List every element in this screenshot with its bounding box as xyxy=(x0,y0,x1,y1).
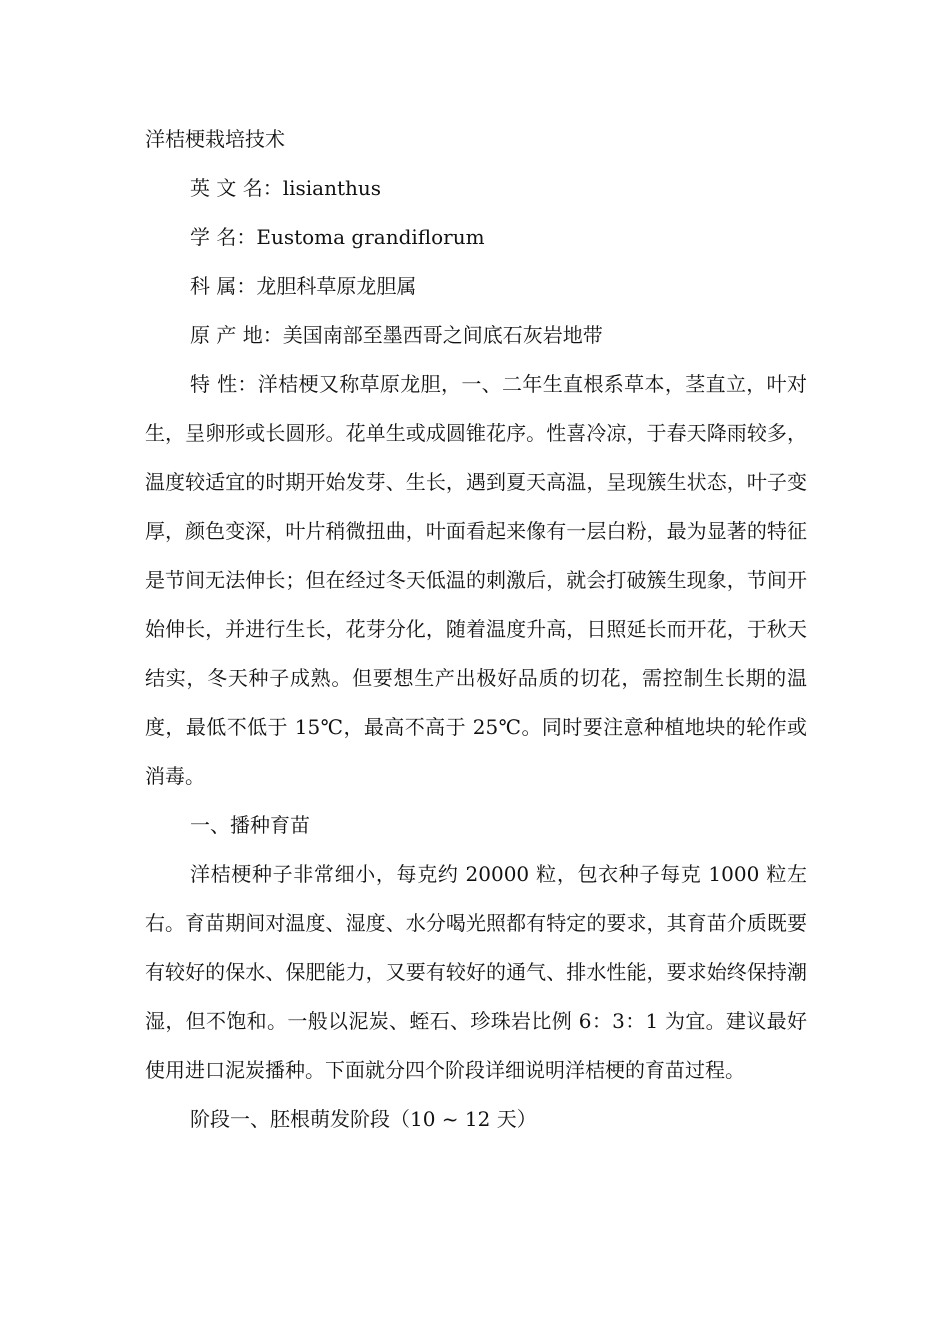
characteristics-paragraph xyxy=(145,360,807,801)
field-value: 美国南部至墨西哥之间底石灰岩地带 xyxy=(282,323,603,347)
field-english-name xyxy=(145,164,807,213)
field-label: 英 文 名： xyxy=(190,176,283,200)
stage-heading-radicle: 阶段一、胚根萌发阶段（10 ~ 12 天） xyxy=(190,1107,537,1131)
field-scientific-name xyxy=(145,213,807,262)
field-origin xyxy=(145,311,807,360)
characteristics-label: 特 性： xyxy=(190,372,258,396)
field-value: Eustoma grandiflorum xyxy=(256,225,485,249)
field-value: 龙胆科草原龙胆属 xyxy=(256,274,417,298)
sowing-paragraph: 洋桔梗种子非常细小，每克约 20000 粒，包衣种子每克 1000 粒左右。育苗期间对温度、湿度、水分喝光照都有特定的要求，其育苗介质既要有较好的保水、保肥能力，又要有较好的通气、排水性能，要求始终保持潮湿，但不饱和。一般以泥炭、蛭石、珍珠岩比例 6：3：1 为宜。建议最好使用进口泥炭播种。下面就分四个阶段详细说明洋桔梗的育苗过程。 xyxy=(145,862,807,1082)
field-family-genus xyxy=(145,262,807,311)
field-label: 学 名： xyxy=(190,225,257,249)
field-label: 科 属： xyxy=(190,274,257,298)
section-heading-sowing: 一、播种育苗 xyxy=(190,813,310,837)
document-body xyxy=(145,115,807,1144)
characteristics-text: 洋桔梗又称草原龙胆，一、二年生直根系草本，茎直立，叶对生，呈卵形或长圆形。花单生或成圆锥花序。性喜冷凉，于春天降雨较多，温度较适宜的时期开始发芽、生长，遇到夏天高温，呈现簇生状态，叶子变厚，颜色变深，叶片稍微扭曲，叶面看起来像有一层白粉，最为显著的特征是节间无法伸长；但在经过冬天低温的刺激后，就会打破簇生现象，节间开始伸长，并进行生长，花芽分化，随着温度升高，日照延长而开花，于秋天结实，冬天种子成熟。但要想生产出极好品质的切花，需控制生长期的温度，最低不低于 15℃，最高不高于 25℃。同时要注意种植地块的轮作或消毒。 xyxy=(145,372,808,788)
field-label: 原 产 地： xyxy=(190,323,283,347)
document-title: 洋桔梗栽培技术 xyxy=(145,127,285,151)
field-value: lisianthus xyxy=(282,176,382,200)
